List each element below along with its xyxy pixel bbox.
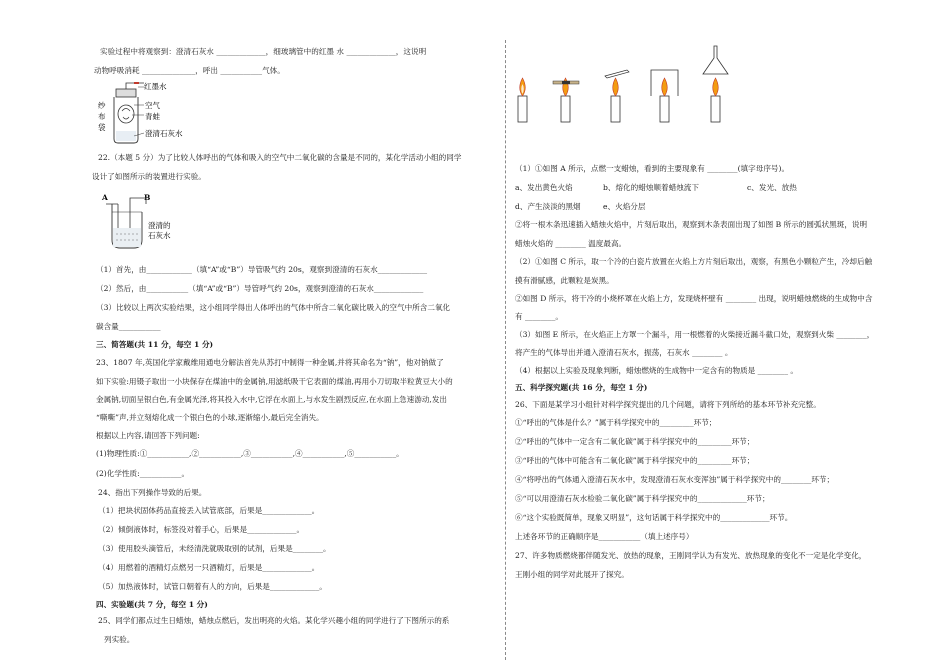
figure-label: 袋 <box>98 123 106 132</box>
figure-label: 澄清石灰水 <box>145 129 183 138</box>
question-24: 24、指出下列操作导致的后果。 <box>98 488 207 497</box>
candle-figure-e <box>703 46 728 122</box>
figure-label: C <box>612 126 613 127</box>
text-line: 设计了如图所示的装置进行实验。 <box>92 172 206 181</box>
question-23-2: (2)化学性质:___________。 <box>96 469 190 478</box>
text-line: 碳含量___________ <box>96 322 161 331</box>
section-heading-5: 五、科学探究题(共 16 分，每空 1 分) <box>515 383 648 392</box>
question-23-1: (1)物理性质:①___________,②___________,③___________,④___________,⑤___________。 <box>96 449 404 458</box>
figure-label: B <box>144 193 151 202</box>
text-line: ②如图 D 所示，将干冷的小烧杯罩在火焰上方，发现烧杯壁有 ________ 出现，说明蜡烛燃烧的生成物中含 <box>515 294 873 303</box>
candle-figure-c <box>605 70 629 122</box>
text-line: 摸有滑腻感，此颗粒是炭黑。 <box>515 276 614 285</box>
text-line: “嘶嘶”声,并立刻熔化成一个银白色的小球,逐渐缩小,最后完全消失。 <box>96 413 324 422</box>
text-line: 将产生的气体导出并通入澄清石灰水，振荡，石灰水 ________ 。 <box>515 348 733 357</box>
text-line: 有 ________。 <box>515 312 563 321</box>
question-24-2: （2）倾倒液体时，标签没对着手心，后果是_____________。 <box>98 525 305 534</box>
option-a: a、发出黄色火焰 <box>515 183 573 192</box>
text-line: 蜡烛火焰的 ________ 温度最高。 <box>515 239 627 248</box>
question-25-4: （4）根据以上实验及现象判断，蜡烛燃烧的生成物中一定含有的物质是 ________ 。 <box>515 366 799 375</box>
question-23: 23、1807 年,英国化学家戴维用通电分解法首先从苏打中制得一种金属,并将其命名为“钠”，他对钠做了 <box>96 358 444 367</box>
question-27: 27、许多物质燃烧都伴随发光、放热的现象，王刚同学认为有发光、放热现象的变化不一定是化学变化， <box>515 551 867 560</box>
question-26-5: ⑤“可以用澄清石灰水检验二氧化碳”属于科学探究中的_____________环节； <box>515 494 770 503</box>
option-d: d、产生淡淡的黑烟 <box>515 202 581 211</box>
candle-figure-a <box>518 78 527 122</box>
candle-figure-d <box>651 70 678 122</box>
question-26-6: ⑥“这个实验既简单，现象又明显”，这句话属于科学探究中的_____________环节。 <box>515 513 793 522</box>
question-26-1: ①“呼出的气体是什么？”属于科学探究中的_________环节； <box>515 418 717 427</box>
question-22: 22.（本题 5 分）为了比较人体呼出的气体和吸入的空气中二氧化碳的含量是不同的，某化学活动小组的同学 <box>98 153 462 162</box>
option-c: c、发光、放热 <box>747 183 797 192</box>
question-26-4: ④“将呼出的气体通入澄清石灰水中，发现澄清石灰水变浑浊”属于科学探究中的________环节； <box>515 475 835 484</box>
figure-label: A <box>102 193 108 202</box>
question-24-3: （3）使用胶头滴管后，未经清洗就吸取别的试剂，后果是________。 <box>98 544 331 553</box>
question-22-1: （1）首先，由____________（填“A”或“B”）导管吸气约 20s，观察到澄清的石灰水_____________ <box>96 265 428 274</box>
text-line: 金属钠,切面呈银白色,有金属光泽,将其投入水中,它浮在水面上,与水发生剧烈反应,在水面上急速游动,发出 <box>96 395 448 404</box>
column-divider <box>505 40 506 660</box>
question-22-2: （2）然后，由___________（填“A”或“B”）导管呼气约 20s，观察到澄清的石灰水_____________ <box>96 284 424 293</box>
question-25-3: （3）如图 E 所示，在火焰正上方罩一个漏斗，用一根燃着的火柴接近漏斗截口处，观察到火柴 ________， <box>515 330 875 339</box>
question-26-3: ③“呼出的气体中可能含有二氧化碳”属于科学探究中的_________环节； <box>515 456 755 465</box>
option-e: e、火焰分层 <box>603 202 646 211</box>
option-b: b、熔化的蜡烛顺着蜡烛流下 <box>603 183 699 192</box>
text-line: 如下实验:用镊子取出一小块保存在煤油中的金属钠,用滤纸吸干它表面的煤油,再用小刀切取半粒黄豆大小的 <box>96 377 453 386</box>
figure-label: 纱 <box>98 101 106 110</box>
figure-label: 布 <box>98 112 106 121</box>
question-25: 25、同学们都点过生日蜡烛，蜡烛点燃后，发出明亮的火焰。某化学兴趣小组的同学进行了下图所示的系 <box>98 616 450 625</box>
figure-label: 空气 <box>145 101 160 110</box>
figure-label: D <box>661 126 662 127</box>
figure-label: B <box>562 126 563 127</box>
question-25-2: （2）①如图 C 所示，取一个冷的白瓷片放置在火焰上方片刻后取出，观察，有黑色小颗粒产生，冷却后触 <box>515 257 873 266</box>
text-line: 动物呼吸消耗 ______________，呼出 ___________气体。 <box>94 66 285 75</box>
candle-experiments-figure <box>515 44 735 126</box>
section-heading-3: 三、简答题(共 11 分，每空 1 分) <box>96 340 214 349</box>
figure-label: A <box>519 126 520 127</box>
figure-label: 石灰水 <box>148 231 171 240</box>
text-line: ②将一根木条迅速插入蜡烛火焰中，片刻后取出，观察到木条表面出现了如图 B 所示的圆弧状黑斑，说明 <box>515 220 868 229</box>
breath-apparatus-figure <box>100 192 210 250</box>
question-25-1: （1）①如图 A 所示，点燃一支蜡烛，看到的主要现象有 ________(填字母序号)。 <box>515 164 790 173</box>
question-24-5: （5）加热液体时，试管口朝着有人的方向，后果是_____________。 <box>98 582 327 591</box>
text-line: 列实验。 <box>104 635 135 644</box>
question-26: 26、下面是某学习小组针对科学探究提出的几个问题，请将下列所给的基本环节补充完整。 <box>515 400 821 409</box>
question-26-7: 上述各环节的正确顺序是___________（填上述序号） <box>515 532 694 541</box>
text-line: 实验过程中将观察到：澄清石灰水 _____________，细玻璃管中的红墨 水 _____________，这说明 <box>100 47 427 56</box>
section-heading-4: 四、实验题(共 7 分，每空 1 分) <box>96 600 208 609</box>
figure-label: 澄清的 <box>148 221 171 230</box>
figure-label: 青蛙 <box>145 112 160 121</box>
text-line: 王刚小组的同学对此展开了探究。 <box>515 570 629 579</box>
text-line: 根据以上内容,请回答下列问题: <box>96 431 200 440</box>
figure-label: 红墨水 <box>144 82 167 91</box>
question-24-4: （4）用燃着的酒精灯点燃另一只酒精灯，后果是_____________。 <box>98 563 320 572</box>
question-22-3: （3）比较以上两次实验结果，这小组同学得出人体呼出的气体中所含二氧化碳比吸入的空气中所含二氧化 <box>96 303 451 312</box>
frog-respiration-figure <box>96 81 226 147</box>
question-26-2: ②“呼出的气体中一定含有二氧化碳”属于科学探究中的_________环节； <box>515 437 755 446</box>
question-24-1: （1）把块状固体药品直接丢入试管底部，后果是_____________。 <box>98 506 320 515</box>
figure-label: E <box>712 126 713 127</box>
candle-figure-b <box>553 78 579 122</box>
